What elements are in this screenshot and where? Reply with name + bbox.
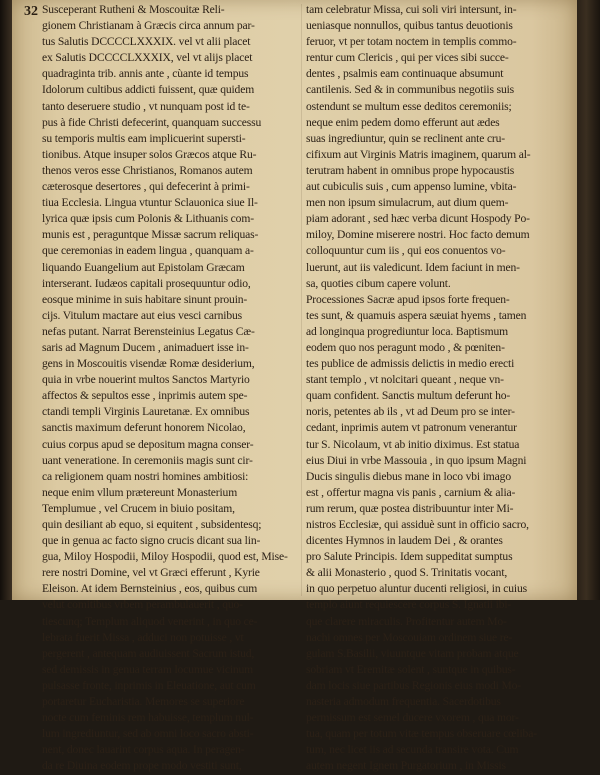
text-line: tanto deseruere studio , vt nunquam post id te- [42, 99, 250, 113]
text-line: sa, quoties cibum capere volunt. [306, 276, 451, 290]
text-line: ctandi templi Virginis Lauretanæ. Ex omnibus [42, 405, 250, 419]
text-line: gua, Miloy Hospodii, Miloy Hospodii, quod est, Mise- [42, 550, 288, 564]
text-line: affectos & sepultos esse , inprimis autem spe- [42, 389, 248, 403]
text-line: sed demissis in genua terram locumue vicinum [42, 662, 254, 676]
text-line: tiescunq; Templum aliquod venerint , in quo ce- [42, 614, 258, 628]
text-line: dicentes Hymnos in laudem Dei , & orantes [306, 534, 503, 548]
book-page [12, 0, 577, 773]
text-line: dentes , psalmis eam continuaque absumunt [306, 67, 504, 81]
text-line: tes publice de admissis delictis in medio erecti [306, 357, 515, 371]
text-line: cuius corpus apud se depositum magna conser- [42, 437, 254, 451]
text-line: tam celebratur Missa, cui soli viri intersunt, in- [306, 3, 517, 16]
text-line: Idolorum cultibus addicti fuissent, quæ quidem [42, 83, 255, 97]
text-line: aut cubiculis suis , cum appenso lumine, vbita- [306, 180, 517, 194]
text-line: quam confident. Sanctis multum deferunt ho- [306, 389, 511, 403]
text-line: eodem quo nos peragunt modo , & pœniten- [306, 340, 505, 354]
text-line: rere nostri Domine, vel vt Græci efferunt , Kyrie [42, 566, 260, 580]
text-line: pergerent , antequam audiuissent Sacrum istud, [42, 646, 255, 660]
text-line: da re Diuina eodem prope modo vestiti sunt, [42, 759, 242, 773]
text-line: Eleison. At idem Bernsteinius , eos, quibus cum [42, 582, 258, 596]
text-line: permissum est semel ducere vxorem , qua mor- [306, 711, 519, 725]
text-line: templo aiunt requiescere corpus S. Ignatii ibi- [306, 598, 512, 612]
text-line: quin desiliant ab equo, si equitent , subsidentesq; [42, 518, 262, 531]
text-line: Ducis singulis diebus mane in loco vbi imago [306, 469, 511, 483]
text-line: rentur cum Clericis , qui per vices sibi succe- [306, 51, 509, 65]
text-line: cijs. Vitulum mactare aut eius vesci carnibus [42, 308, 243, 322]
text-line: velut comitibus vrbem perambulauerit , quo- [42, 598, 243, 612]
text-line: nistros Ecclesiæ, qui assiduè sunt in officio sacro, [306, 518, 529, 531]
text-line: tus Salutis DCCCCLXXXIX. vel vt alii placet [42, 35, 251, 49]
text-line: neque enim pedem domo efferunt aut ædes [306, 115, 500, 129]
binding-edge-left [0, 0, 12, 600]
page-number: 32 [24, 4, 38, 19]
text-line: nachi omnes per Moscouiam ordinem siue re- [306, 630, 513, 644]
text-line: gulam S.Basilii, viuuntque vitam probam atque [306, 646, 519, 660]
text-line: cedant, inprimis autem vt patronum venerantur [306, 421, 517, 435]
text-line: suas ingrediuntur, quin se reclinent ante cru- [306, 131, 506, 145]
text-line: cantilenis. Sed & in communibus negotiis suis [306, 83, 515, 97]
text-line: ueniasque nonnullos, quibus tantus deuotionis [306, 19, 513, 33]
text-line: cifixum aut Virginis Matris imaginem, quarum al- [306, 147, 531, 161]
text-line: feruor, vt per totam noctem in templis commo- [306, 35, 517, 49]
text-line: uant veneratione. In ceremoniis magis sunt cir- [42, 453, 253, 467]
text-line: pulsasse fronte, inprimis in Eleuatione, aut cum [42, 678, 256, 692]
text-line: tum, nec licet iis ad secunda transire vota. Cum [306, 743, 519, 757]
text-line: que in genua ac facto signo crucis dicant sua lin- [42, 534, 261, 548]
text-line: ostendunt se multum esse deditos ceremoniis; [306, 99, 512, 113]
text-line: portaretur Eucharistia. Memores se superiore [42, 695, 245, 709]
text-line: eius Diui in vrbe Massouia , in quo ipsum Magni [306, 453, 527, 467]
text-line: Processiones Sacræ apud ipsos forte frequen- [306, 292, 510, 306]
text-line: eosque minime in suis habitare sinunt prouin- [42, 292, 248, 306]
text-line: & alii Monasterio , quod S. Trinitatis vocant, [306, 566, 508, 580]
text-line: pus à fide Christi defecerint, quanquam successu [42, 115, 262, 129]
text-line: interserant. Iudæos capitali prosequuntur odio, [42, 276, 251, 290]
text-line: colloquuntur cum iis , qui eos conuentos vo- [306, 244, 506, 258]
text-line: tua, quam per totum vitæ tempus obseruare cœliba- [306, 727, 537, 741]
text-line: nocte cum feminis rem habuisse, templum nul- [42, 711, 254, 725]
text-line: que clarere miraculis. Profitentur autem Mo- [306, 614, 507, 628]
text-line: dam locis siue partibus Regionis eius modi Mo- [306, 678, 521, 692]
text-line: liquando Euangelium aut Epistolam Græcam [42, 260, 245, 274]
text-line: quia in vrbe nouerint multos Sanctos Martyrio [42, 373, 250, 387]
text-line: noris, petentes ab ils , vt ad Deum pro se inter- [306, 405, 515, 419]
binding-edge-right [577, 0, 600, 600]
text-line: tiua Ecclesia. Lingua vtuntur Sclauonica siue Il- [42, 196, 258, 210]
text-line: pro Salute Principis. Idem suppeditat sumptus [306, 550, 513, 564]
text-line: lebrata fuerit Missa , adduci non potuisse , vt [42, 630, 244, 644]
text-line: neque enim vllum prætereunt Monasterium [42, 485, 238, 499]
text-line: tur S. Nicolaum, vt ab initio diximus. Est statua [306, 437, 520, 451]
text-line: luerunt, aut iis valedicunt. Idem faciunt in men- [306, 260, 520, 274]
text-line: tionibus. Atque insuper solos Græcos atque Ru- [42, 147, 257, 161]
text-line: gionem Christianam à Græcis circa annum par- [42, 19, 255, 33]
text-line: est , offertur magna vis panis , carnium & alia- [306, 485, 516, 499]
text-line: in quo perpetuo aluntur ducenti religiosi, in cuius [306, 582, 527, 596]
text-line: ex Salutis DCCCCLXXXIX, vel vt alijs placet [42, 51, 253, 65]
left-text-column [42, 2, 300, 775]
text-line: Susceperant Rutheni & Moscouitæ Reli- [42, 3, 225, 16]
text-line: thenos veros esse Christianos, Romanos autem [42, 163, 253, 177]
text-line: stant templo , vt nolcitari queant , neque vn- [306, 373, 504, 387]
text-line: miloy, Domine miserere nostri. Hoc facto demum [306, 228, 530, 242]
text-line: ca religionem quam nostri homines ambitiosi: [42, 469, 249, 483]
text-line: men non ipsum simulacrum, aut dium quem- [306, 196, 509, 210]
text-line: su temporis multis eam implicuerint supersti- [42, 131, 246, 145]
text-line: piam adorant , sed hæc verba dicunt Hospody Po- [306, 212, 530, 226]
right-text-column [306, 2, 564, 775]
text-line: rum rerum, quæ postea distribuuntur inter Mi- [306, 501, 514, 515]
text-line: quadraginta trib. annis ante , cùante id tempus [42, 67, 249, 81]
text-line: terutram habent in omnibus prope hypocaustis [306, 163, 515, 177]
text-line: autem negent Ignem Purgatorium , in Missis [306, 759, 506, 773]
text-line: munis est , peraguntque Missæ sacrum reliquas- [42, 228, 259, 242]
text-line: nefas putant. Narrat Berensteinius Legatus Cæ- [42, 324, 255, 338]
text-line: saris ad Magnum Ducem , animaduert isse in- [42, 340, 249, 354]
text-line: que ceremonias in eadem lingua , quanquam a- [42, 244, 254, 258]
text-line: sanctis maximum deferunt honorem Nicolao, [42, 421, 246, 435]
text-line: ad longinqua progrediuntur loca. Baptismum [306, 324, 509, 338]
text-line: nent, donec lauarint corpus aqua. In peragen- [42, 743, 245, 757]
text-line: Templumue , vel Crucem in biuio positam, [42, 501, 235, 515]
text-line: sobriam vt Eremitæ solent , suntque in quibus- [306, 662, 516, 676]
text-line: nasteria admodum frequentia. Sacerdotibus [306, 695, 501, 709]
text-line: lum ingrediuntur, sed ab omni loco sacro absti- [42, 727, 254, 741]
text-line: tes sunt, & quamuis aspera sæuiat hyems , tamen [306, 308, 527, 322]
text-line: cæterosque desertores , qui defecerint à primi- [42, 180, 250, 194]
text-line: lyrica quæ ipsis cum Polonis & Lithuanis com- [42, 212, 254, 226]
text-line: gens in Moscouitis visendæ Romæ desiderium, [42, 357, 255, 371]
column-gutter [301, 4, 302, 596]
